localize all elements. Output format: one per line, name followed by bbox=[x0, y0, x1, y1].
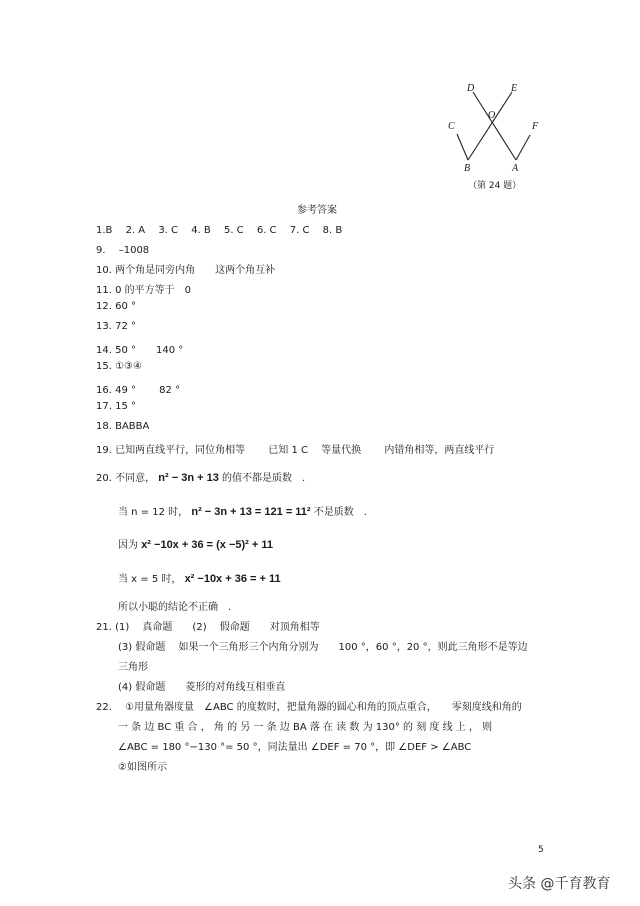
answer-20-prefix: 20. 不同意， bbox=[96, 473, 156, 484]
line-FA bbox=[516, 135, 530, 160]
answer-20-expr: n² − 3n + 13 bbox=[158, 472, 219, 484]
answer-12: 12. 60 ° bbox=[96, 301, 136, 312]
answer-22-3: ∠ABC = 180 °−130 °= 50 °，同法量出 ∠DEF = 70 °，即 ∠DEF > ∠ABC bbox=[118, 742, 472, 753]
page-title: 参考答案 bbox=[297, 205, 337, 216]
answer-20-suffix: 的值不都是质数 . bbox=[222, 473, 306, 484]
label-C: C bbox=[448, 121, 455, 132]
answer-21-4: (4) 假命题 菱形的对角线互相垂直 bbox=[118, 682, 286, 693]
answer-21-3b: 三角形 bbox=[118, 662, 148, 673]
answer-16: 16. 49 ° 82 ° bbox=[96, 385, 181, 396]
answer-20-line4-prefix: 当 x = 5 时， bbox=[118, 574, 182, 585]
answer-22-1: 22. ①用量角器度量 ∠ABC 的度数时，把量角器的圆心和角的顶点重合， 零刻度线和角的 bbox=[96, 702, 522, 713]
label-A: A bbox=[512, 163, 519, 174]
answer-20-line2-prefix: 当 n = 12 时， bbox=[118, 507, 189, 518]
answer-10: 10. 两个角是同旁内角 这两个角互补 bbox=[96, 265, 276, 276]
answer-20-line4 bbox=[118, 570, 281, 585]
answer-18: 18. BABBA bbox=[96, 421, 150, 432]
line-DA bbox=[473, 92, 516, 160]
answer-20 bbox=[96, 469, 305, 484]
label-E: E bbox=[511, 83, 518, 94]
watermark-text: 头条 @千育教育 bbox=[508, 876, 611, 892]
answer-15: 15. ①③④ bbox=[96, 361, 142, 372]
answer-21-3: (3) 假命题 如果一个三角形三个内角分别为 100 °，60 °，20 °，则此三角形不是等边 bbox=[118, 642, 528, 653]
answer-20-line2-suffix: 不是质数 . bbox=[313, 507, 367, 518]
geometry-figure bbox=[440, 80, 550, 192]
answer-20-line3-prefix: 因为 bbox=[118, 540, 138, 551]
answer-9: 9. –1008 bbox=[96, 245, 150, 256]
answer-20-line3-expr: x² −10x + 36 = (x −5)² + 11 bbox=[141, 539, 273, 551]
label-O: O bbox=[488, 110, 496, 121]
answer-20-line3 bbox=[118, 536, 273, 551]
page-number: 5 bbox=[538, 845, 544, 855]
figure-caption: （第 24 题） bbox=[468, 181, 522, 191]
answer-20-line5: 所以小聪的结论不正确 . bbox=[118, 602, 232, 613]
answer-20-line4-expr: x² −10x + 36 = + 11 bbox=[184, 573, 281, 585]
line-CB bbox=[457, 134, 468, 160]
answer-14: 14. 50 ° 140 ° bbox=[96, 345, 184, 356]
answer-11: 11. 0 的平方等于 0 bbox=[96, 285, 191, 296]
label-B: B bbox=[464, 163, 471, 174]
label-D: D bbox=[467, 83, 475, 94]
line-EB bbox=[468, 92, 512, 160]
answer-13: 13. 72 ° bbox=[96, 321, 136, 332]
answer-19: 19. 已知两直线平行，同位角相等 已知 1 C 等量代换 内错角相等，两直线平行 bbox=[96, 445, 495, 456]
answer-20-line2 bbox=[118, 503, 367, 518]
answer-20-line2-expr: n² − 3n + 13 = 121 = 11² bbox=[191, 506, 311, 518]
answer-21-1: 21. (1) 真命题 (2) 假命题 对顶角相等 bbox=[96, 622, 320, 633]
answer-1-8: 1.B 2. A 3. C 4. B 5. C 6. C 7. C 8. B bbox=[96, 225, 343, 236]
answer-17: 17. 15 ° bbox=[96, 401, 136, 412]
label-F: F bbox=[532, 121, 539, 132]
answer-22-2: 一 条 边 BC 重 合 ， 角 的 另 一 条 边 BA 落 在 读 数 为 130° 的 刻 度 线 上 ， 则 bbox=[118, 722, 493, 733]
answer-22-4: ②如图所示 bbox=[118, 762, 167, 773]
